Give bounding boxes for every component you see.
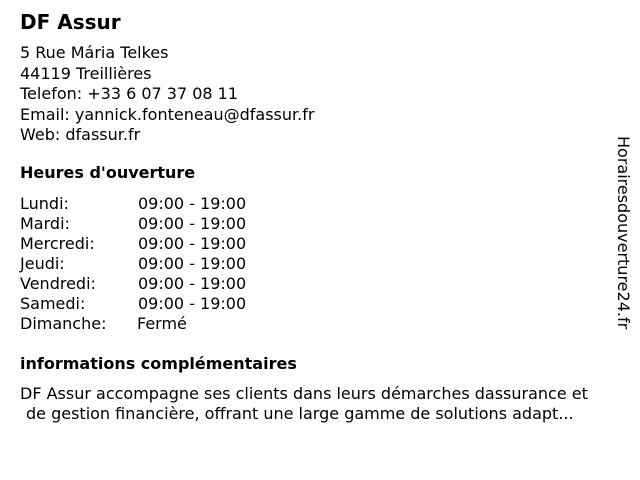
day-label: Vendredi:: [20, 274, 96, 293]
description-line: DF Assur accompagne ses clients dans leurs démarches dassurance et: [20, 384, 588, 403]
day-hours: 09:00 - 19:00: [138, 274, 247, 293]
business-name: DF Assur: [20, 10, 121, 34]
day-hours: 09:00 - 19:00: [138, 234, 247, 253]
hours-row-monday: [20, 194, 280, 214]
day-hours: Fermé: [137, 314, 187, 333]
site-watermark: Horairesdouverture24.fr: [614, 136, 633, 330]
hours-row-sunday: [20, 314, 280, 334]
business-description: [20, 384, 632, 424]
day-label: Dimanche:: [20, 314, 107, 333]
opening-hours-heading: Heures d'ouverture: [20, 163, 196, 182]
day-label: Lundi:: [20, 194, 69, 213]
hours-row-saturday: [20, 294, 280, 314]
day-hours: 09:00 - 19:00: [138, 194, 247, 213]
day-hours: 09:00 - 19:00: [138, 254, 247, 273]
web-text: Web: dfassur.fr: [20, 125, 141, 144]
opening-hours-table: [20, 194, 280, 334]
email-text: Email: yannick.fonteneau@dfassur.fr: [20, 104, 315, 124]
hours-row-wednesday: [20, 234, 280, 254]
additional-info-heading: informations complémentaires: [20, 354, 297, 373]
hours-row-tuesday: [20, 214, 280, 234]
description-line: de gestion financière, offrant une large gamme de solutions adapt...: [26, 404, 574, 423]
day-label: Mardi:: [20, 214, 70, 233]
day-label: Jeudi:: [20, 254, 65, 273]
contact-block: [20, 43, 314, 146]
day-label: Samedi:: [20, 294, 86, 313]
day-hours: 09:00 - 19:00: [138, 214, 247, 233]
address-city: 44119 Treillières: [20, 63, 152, 83]
hours-row-thursday: [20, 254, 280, 274]
hours-row-friday: [20, 274, 280, 294]
day-label: Mercredi:: [20, 234, 95, 253]
address-street: 5 Rue Mária Telkes: [20, 43, 169, 62]
day-hours: 09:00 - 19:00: [138, 294, 247, 313]
phone-text: Telefon: +33 6 07 37 08 11: [20, 84, 239, 103]
watermark-container: [612, 136, 634, 346]
